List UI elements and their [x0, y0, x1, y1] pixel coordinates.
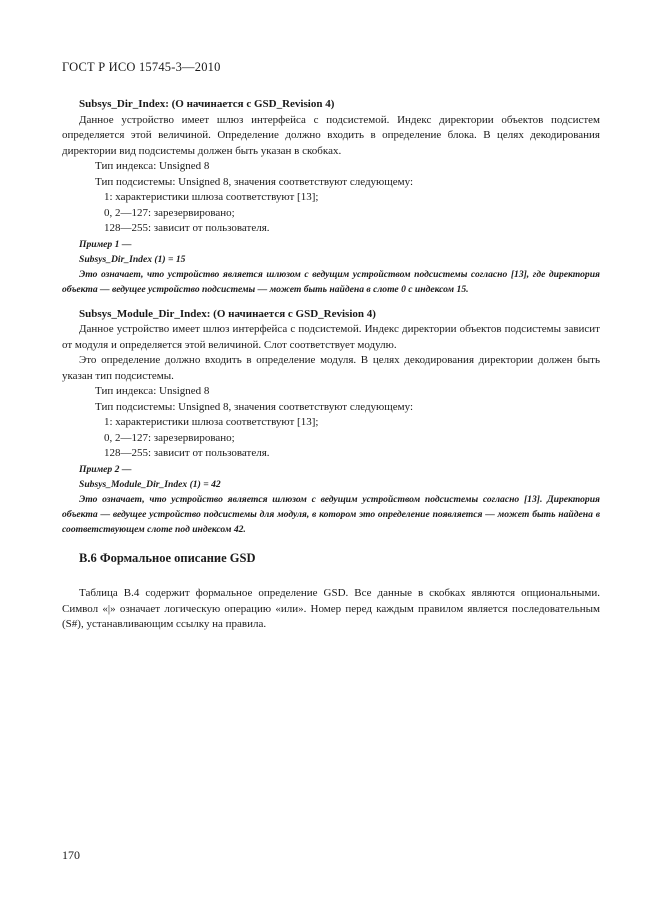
example-note: Это означает, что устройство является шлюзом с ведущим устройством подсистемы согласно [13], где директория объекта — ведущее устройство подсистемы — может быть найдена в слоте 0 с индексом 15. [62, 268, 600, 295]
subsys-dir-index-heading: Subsys_Dir_Index: (O начинается с GSD_Revision 4) [79, 98, 335, 110]
value-item: 0, 2—127: зарезервировано; [104, 431, 235, 444]
example-code: Subsys_Dir_Index (1) = 15 [79, 253, 186, 265]
example-title: Пример 1 — [79, 238, 132, 250]
document-header: ГОСТ Р ИСО 15745-3—2010 [62, 60, 221, 74]
subsystem-type-line: Тип подсистемы: Unsigned 8, значения соответствуют следующему: [95, 175, 414, 188]
value-item: 1: характеристики шлюза соответствуют [13]; [104, 416, 319, 428]
value-item: 0, 2—127: зарезервировано; [104, 206, 235, 219]
value-item: 1: характеристики шлюза соответствуют [13]; [104, 191, 319, 203]
index-type-line: Тип индекса: Unsigned 8 [95, 385, 210, 397]
value-item: 128—255: зависит от пользователя. [104, 222, 270, 234]
document-body [62, 97, 600, 633]
index-type-line: Тип индекса: Unsigned 8 [95, 160, 210, 172]
example-code: Subsys_Module_Dir_Index (1) = 42 [79, 478, 221, 490]
subsystem-type-line: Тип подсистемы: Unsigned 8, значения соответствуют следующему: [95, 400, 414, 413]
example-note: Это означает, что устройство является шлюзом с ведущим устройством подсистемы согласно [13]. Директория объекта — ведущее устройство подсистемы для модуля, в котором это определение появляется — может быть найдена в соответствующем слоте под индексом 42. [62, 493, 600, 535]
subsys-module-dir-index-heading: Subsys_Module_Dir_Index: (O начинается с GSD_Revision 4) [79, 307, 376, 320]
example-title: Пример 2 — [79, 463, 132, 475]
page-number: 170 [62, 848, 80, 862]
subsys-dir-index-description: Данное устройство имеет шлюз интерфейса с подсистемой. Индекс директории объектов подсистем определяется этой величиной. Определение должно входить в определение блока. В целях декодирования директории вид подсистемы должен быть указан в скобках. [62, 113, 600, 157]
section-title: В.6 Формальное описание GSD [79, 550, 256, 565]
value-item: 128—255: зависит от пользователя. [104, 447, 270, 459]
subsys-module-dir-index-definition: Это определение должно входить в определение модуля. В целях декодирования директории должен быть указан тип подсистемы. [62, 354, 600, 382]
subsys-module-dir-index-description: Данное устройство имеет шлюз интерфейса с подсистемой. Индекс директории объектов подсистемы зависит от модуля и определяется этой величиной. Слот соответствует модулю. [62, 323, 600, 351]
section-paragraph: Таблица В.4 содержит формальное определение GSD. Все данные в скобках являются опциональными. Символ «|» означает логическую операцию «или». Номер перед каждым правилом является последовательным (S#), устанавливающим ссылку на правила. [62, 587, 600, 630]
